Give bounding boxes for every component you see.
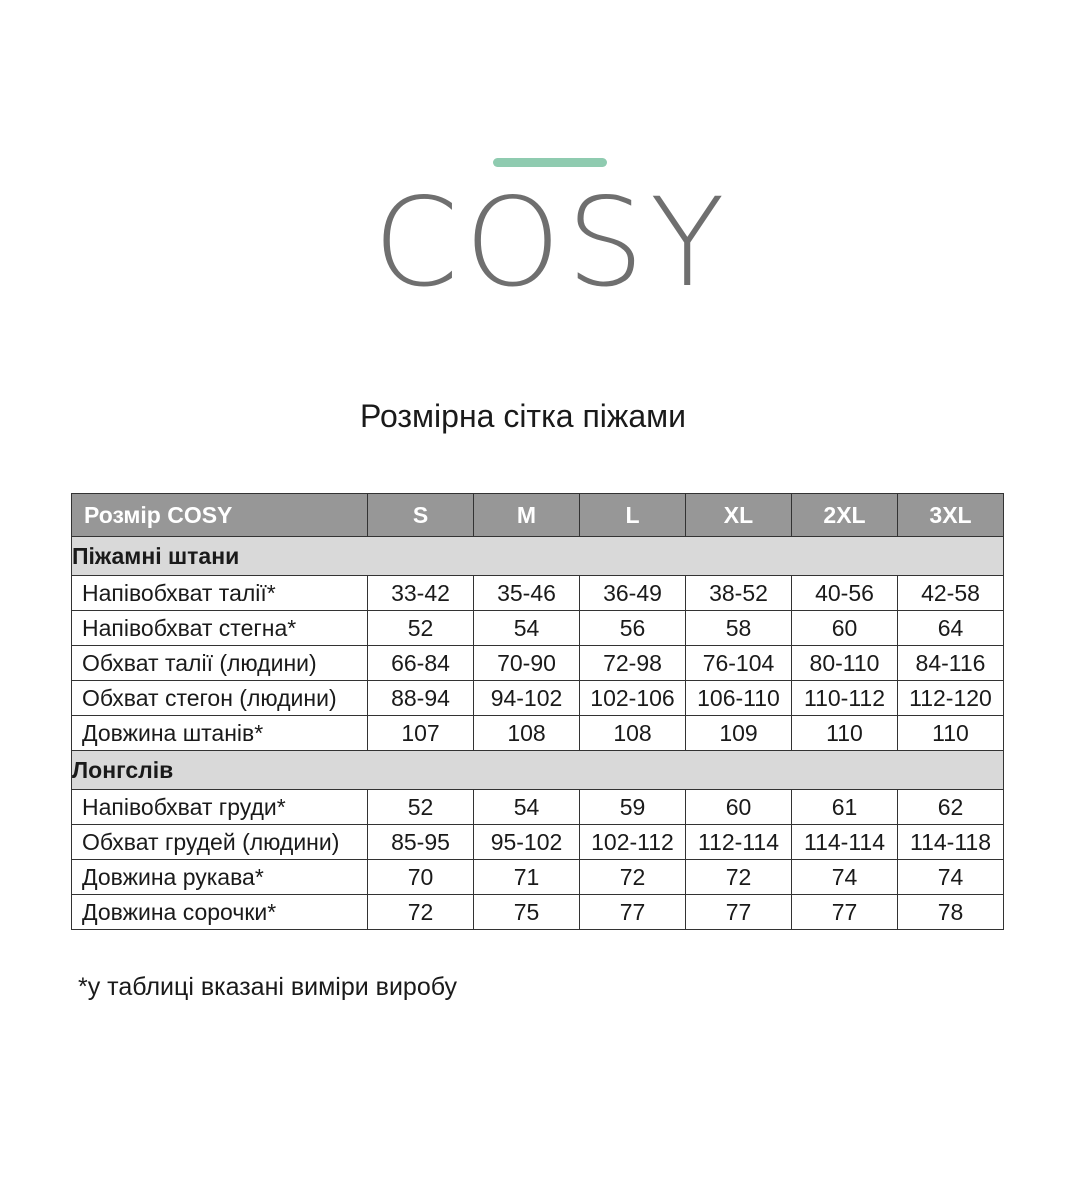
table-header-row <box>72 494 1004 537</box>
table-cell: 108 <box>474 716 580 751</box>
table-cell: 58 <box>686 611 792 646</box>
table-cell: 52 <box>368 611 474 646</box>
section-row <box>72 537 1004 576</box>
table-cell: 54 <box>474 790 580 825</box>
page-title: Розмірна сітка піжами <box>360 398 686 434</box>
table-cell: 33-42 <box>368 576 474 611</box>
section-row <box>72 751 1004 790</box>
row-label: Напівобхват талії* <box>72 576 368 611</box>
header-size-label: Розмір COSY <box>72 494 368 537</box>
table-cell: 77 <box>580 895 686 930</box>
table-cell: 70-90 <box>474 646 580 681</box>
table-cell: 64 <box>898 611 1004 646</box>
table-cell: 106-110 <box>686 681 792 716</box>
table-cell: 35-46 <box>474 576 580 611</box>
table-cell: 108 <box>580 716 686 751</box>
row-label: Обхват талії (людини) <box>72 646 368 681</box>
table-cell: 71 <box>474 860 580 895</box>
header-size-2xl: 2XL <box>792 494 898 537</box>
table-cell: 85-95 <box>368 825 474 860</box>
table-cell: 74 <box>792 860 898 895</box>
table-row <box>72 716 1004 751</box>
table-cell: 72 <box>686 860 792 895</box>
logo-accent-bar <box>493 158 607 167</box>
table-cell: 74 <box>898 860 1004 895</box>
table-cell: 84-116 <box>898 646 1004 681</box>
table-cell: 109 <box>686 716 792 751</box>
table-row <box>72 681 1004 716</box>
table-cell: 78 <box>898 895 1004 930</box>
header-size-s: S <box>368 494 474 537</box>
table-cell: 112-114 <box>686 825 792 860</box>
table-cell: 42-58 <box>898 576 1004 611</box>
table-cell: 114-118 <box>898 825 1004 860</box>
table-cell: 72 <box>580 860 686 895</box>
table-cell: 61 <box>792 790 898 825</box>
table-row <box>72 646 1004 681</box>
row-label: Напівобхват стегна* <box>72 611 368 646</box>
table-cell: 95-102 <box>474 825 580 860</box>
table-cell: 59 <box>580 790 686 825</box>
table-row <box>72 790 1004 825</box>
table-cell: 56 <box>580 611 686 646</box>
table-cell: 62 <box>898 790 1004 825</box>
table-cell: 94-102 <box>474 681 580 716</box>
table-cell: 38-52 <box>686 576 792 611</box>
row-label: Довжина штанів* <box>72 716 368 751</box>
table-cell: 110 <box>898 716 1004 751</box>
brand-logo: COSY <box>373 172 731 314</box>
table-row <box>72 825 1004 860</box>
table-row <box>72 611 1004 646</box>
row-label: Обхват грудей (людини) <box>72 825 368 860</box>
table-row <box>72 895 1004 930</box>
row-label: Довжина рукава* <box>72 860 368 895</box>
size-chart-table <box>71 493 1004 930</box>
table-cell: 60 <box>686 790 792 825</box>
row-label: Напівобхват груди* <box>72 790 368 825</box>
table-cell: 110-112 <box>792 681 898 716</box>
table-cell: 70 <box>368 860 474 895</box>
section-title: Піжамні штани <box>72 537 1004 576</box>
table-cell: 77 <box>792 895 898 930</box>
row-label: Обхват стегон (людини) <box>72 681 368 716</box>
table-cell: 54 <box>474 611 580 646</box>
table-cell: 80-110 <box>792 646 898 681</box>
header-size-xl: XL <box>686 494 792 537</box>
header-size-m: M <box>474 494 580 537</box>
table-row <box>72 576 1004 611</box>
table-cell: 52 <box>368 790 474 825</box>
table-cell: 75 <box>474 895 580 930</box>
table-cell: 102-106 <box>580 681 686 716</box>
header-size-l: L <box>580 494 686 537</box>
table-cell: 102-112 <box>580 825 686 860</box>
table-cell: 60 <box>792 611 898 646</box>
table-row <box>72 860 1004 895</box>
table-cell: 76-104 <box>686 646 792 681</box>
table-cell: 112-120 <box>898 681 1004 716</box>
table-cell: 77 <box>686 895 792 930</box>
table-cell: 107 <box>368 716 474 751</box>
row-label: Довжина сорочки* <box>72 895 368 930</box>
table-cell: 72-98 <box>580 646 686 681</box>
table-cell: 66-84 <box>368 646 474 681</box>
section-title: Лонгслів <box>72 751 1004 790</box>
header-size-3xl: 3XL <box>898 494 1004 537</box>
table-cell: 36-49 <box>580 576 686 611</box>
table-cell: 88-94 <box>368 681 474 716</box>
table-cell: 114-114 <box>792 825 898 860</box>
table-cell: 72 <box>368 895 474 930</box>
table-cell: 110 <box>792 716 898 751</box>
table-cell: 40-56 <box>792 576 898 611</box>
footnote: *у таблиці вказані виміри виробу <box>78 973 458 1001</box>
